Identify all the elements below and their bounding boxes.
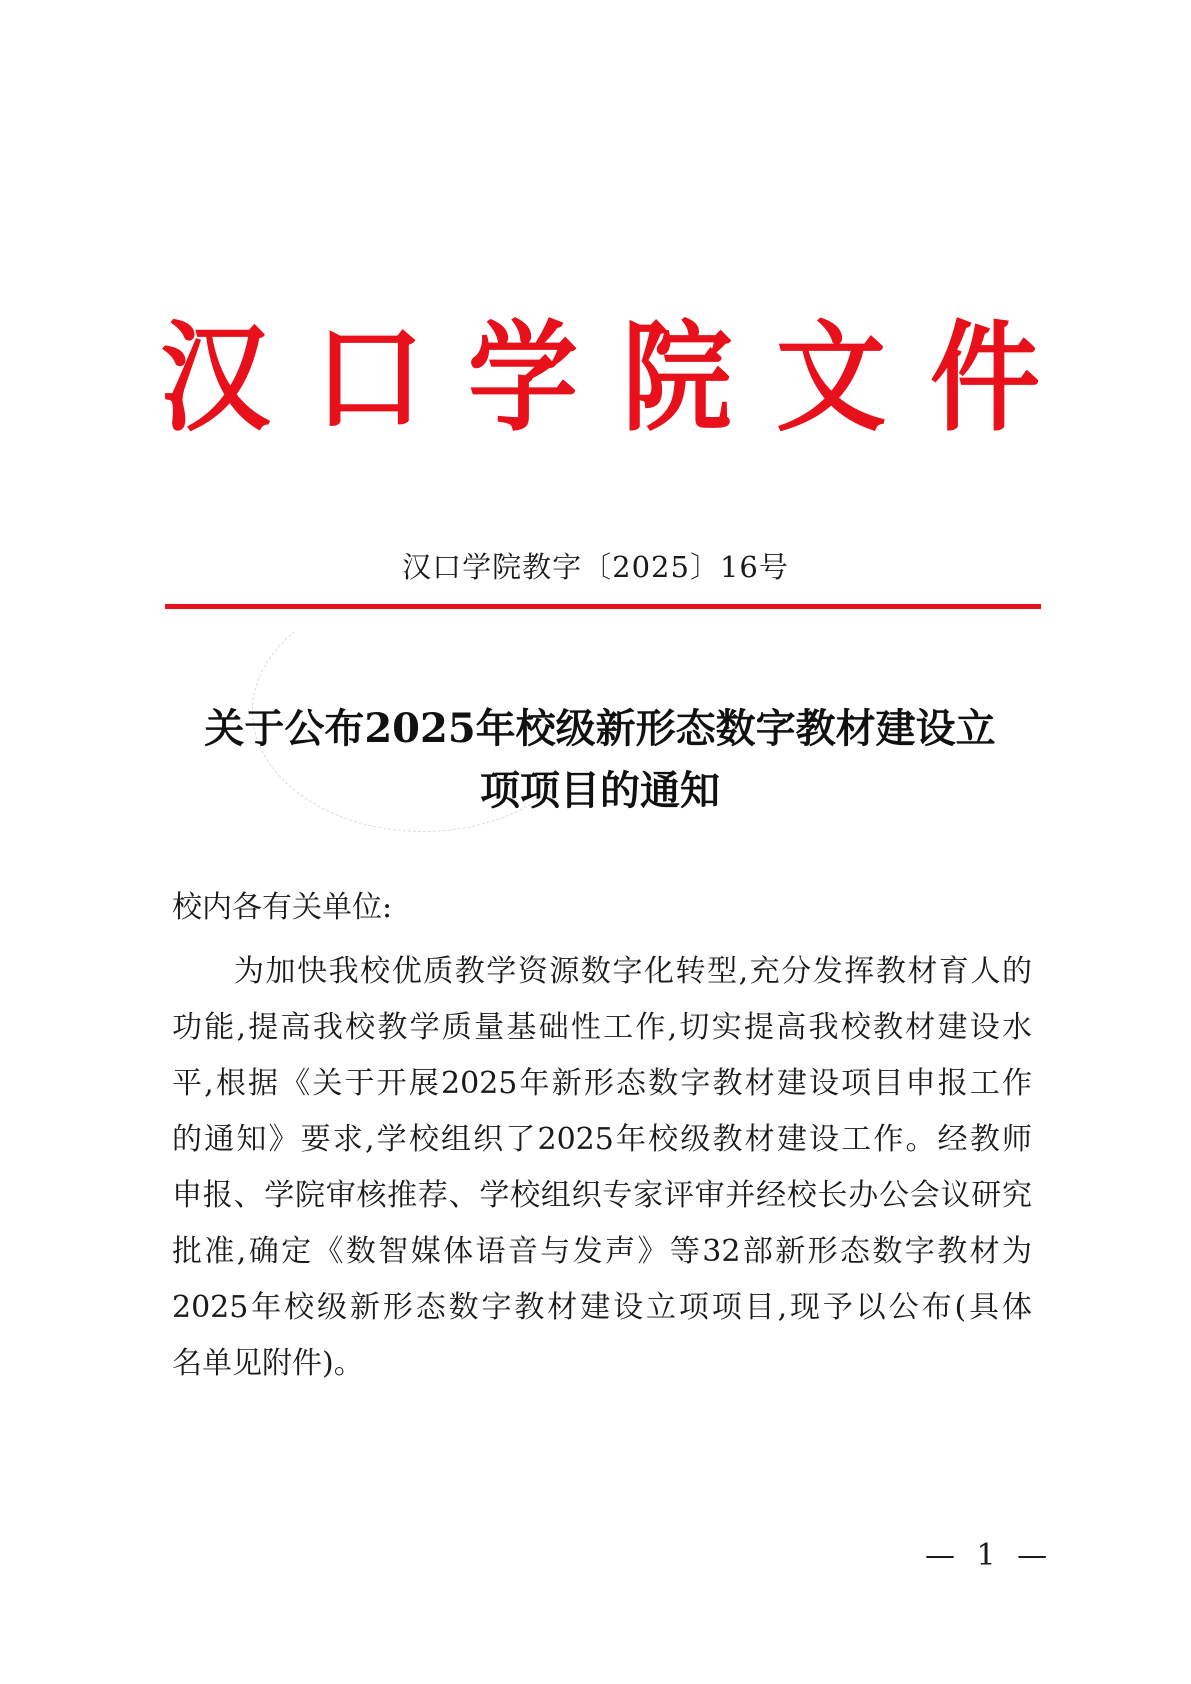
body-line: 名单见附件)。 xyxy=(172,1346,364,1381)
body-line: 2025年校级新形态数字教材建设立项项目,现予以公布(具体 xyxy=(172,1290,1032,1325)
masthead-char: 汉 xyxy=(160,307,270,448)
body-line: 平,根据《关于开展2025年新形态数字教材建设项目申报工作 xyxy=(172,1066,1032,1101)
title-line-1: 关于公布2025年校级新形态数字教材建设立 xyxy=(204,705,996,752)
red-masthead xyxy=(150,307,1050,448)
title-line-2: 项项目的通知 xyxy=(480,767,720,814)
document-number: 汉口学院教字〔2025〕16号 xyxy=(402,550,789,584)
masthead-char: 文 xyxy=(776,307,886,448)
masthead-char: 院 xyxy=(622,307,732,448)
masthead-char: 学 xyxy=(468,307,578,448)
masthead-char: 件 xyxy=(930,307,1040,448)
body-line: 批准,确定《数智媒体语音与发声》等32部新形态数字教材为 xyxy=(172,1234,1032,1269)
masthead-char: 口 xyxy=(314,307,424,448)
body-line: 的通知》要求,学校组织了2025年校级教材建设工作。经教师 xyxy=(172,1122,1032,1157)
red-divider-line xyxy=(165,604,1041,609)
body-line: 申报、学院审核推荐、学校组织专家评审并经校长办公会议研究 xyxy=(172,1178,1032,1213)
page-number: — 1 — xyxy=(925,1538,1054,1573)
body-line: 功能,提高我校教学质量基础性工作,切实提高我校教材建设水 xyxy=(172,1010,1032,1045)
body-paragraph xyxy=(172,944,1032,1392)
body-line: 为加快我校优质教学资源数字化转型,充分发挥教材育人的 xyxy=(234,954,1032,989)
document-title xyxy=(160,698,1040,822)
salutation: 校内各有关单位: xyxy=(172,890,393,925)
